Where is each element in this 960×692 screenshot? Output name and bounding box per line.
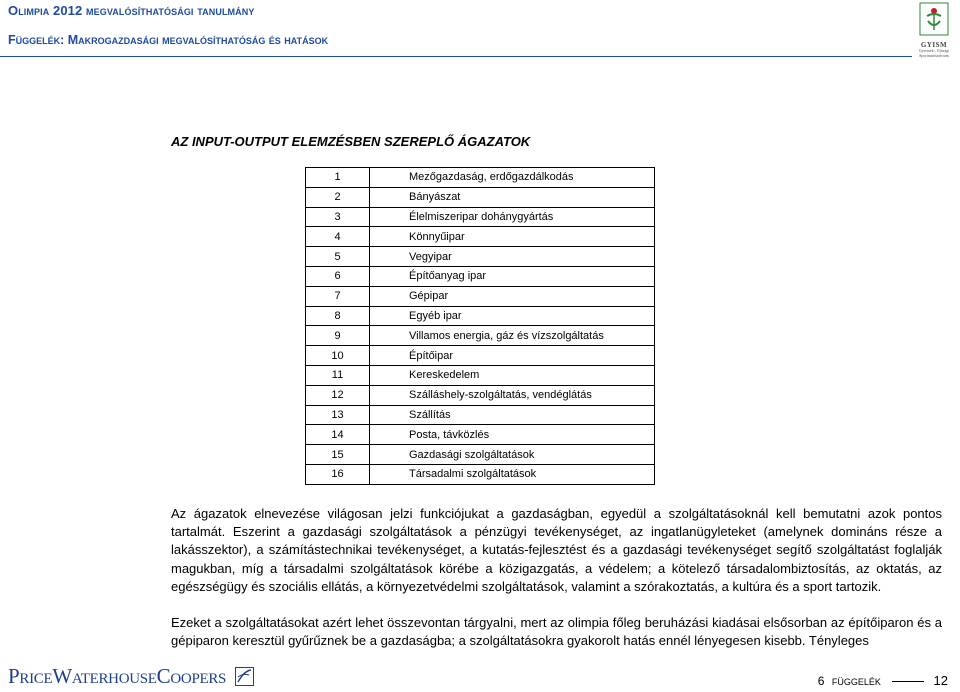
gyism-logo-subtext-2: Sportminisztérium [919,52,949,58]
gyism-logo-subtext-1: Gyermek-, Ifjúsági [918,48,950,53]
table-row [306,445,655,465]
table-row [306,187,655,207]
footer-section-num: 6 [817,674,825,688]
sector-name: Vegyipar [370,247,655,267]
gyism-logo-text: GYISM [920,41,948,49]
table-row [306,365,655,385]
header-subtitle: Függelék: Makrogazdasági megvalósíthatóság és hatások [8,33,329,47]
footer-section-label: FÜGGELÉK [831,677,881,687]
table-row [306,207,655,227]
sector-name: Gépipar [370,286,655,306]
sector-name: Villamos energia, gáz és vízszolgáltatás [370,326,655,346]
sector-table [305,167,655,485]
sector-name: Építőanyag ipar [370,266,655,286]
sector-name: Kereskedelem [370,365,655,385]
table-row [306,385,655,405]
sector-number: 8 [306,306,370,326]
sector-name: Egyéb ipar [370,306,655,326]
footer-page-info [818,673,948,688]
sector-name: Posta, távközlés [370,425,655,445]
sector-number: 4 [306,227,370,247]
section-title: AZ INPUT-OUTPUT ELEMZÉSBEN SZEREPLŐ ÁGAZATOK [171,134,531,149]
table-row [306,266,655,286]
sector-number: 10 [306,346,370,366]
table-row [306,464,655,484]
table-row [306,227,655,247]
sector-name: Szálláshely-szolgáltatás, vendéglátás [370,385,655,405]
sector-number: 1 [306,168,370,188]
sector-name: Szállítás [370,405,655,425]
pwc-badge-icon [235,667,254,686]
footer-dash [892,681,924,682]
sector-number: 14 [306,425,370,445]
paragraph-2: Ezeket a szolgáltatásokat azért lehet összevontan tárgyalni, mert az olimpia főleg beruházási kiadásai elsősorban az építőiparon és a gépiparon keresztül gyűrűznek be a gazdaságba; a szolgáltatásokra gyakorolt hatás ennél lényegesen kisebb. Tényleges [171,615,942,649]
table-row [306,286,655,306]
footer-logo [8,664,254,692]
sector-number: 13 [306,405,370,425]
sector-number: 5 [306,247,370,267]
sector-number: 6 [306,266,370,286]
table-row [306,306,655,326]
table-row [306,405,655,425]
sector-name: Építőipar [370,346,655,366]
sector-number: 15 [306,445,370,465]
gyism-emblem-icon [919,2,949,36]
sector-name: Mezőgazdaság, erdőgazdálkodás [370,168,655,188]
sector-number: 7 [306,286,370,306]
sector-name: Társadalmi szolgáltatások [370,464,655,484]
table-row [306,425,655,445]
paragraph-1: Az ágazatok elnevezése világosan jelzi funkciójukat a gazdaságban, egyedül a szolgáltatásoknál kell bemutatni azok pontos tartalmát. Eszerint a gazdasági szolgáltatások a pénzügyi tevékenységet, az ingatlanügyleteket (amelynek domináns része a lakásszektor), a számítástechnikai tevékenységet, a kutatás-fejlesztést és a gazdasági tevékenységet segítő szolgáltatást foglalják magukban, míg a társadalmi szolgáltatások körébe a közigazgatás, a védelem; a kötelező társadalombiztosítás, az oktatás, az egészségügy és szociális ellátás, a környezetvédelmi szolgáltatások, valamint a szórakoztatás, a kultúra és a sport tartozik. [171,506,942,594]
table-row [306,247,655,267]
header-rule [0,56,912,57]
sector-number: 11 [306,365,370,385]
sector-name: Könnyűipar [370,227,655,247]
sector-number: 16 [306,464,370,484]
pwc-wordmark: PriceWaterhouseCoopers [8,664,227,688]
table-row [306,346,655,366]
sector-number: 2 [306,187,370,207]
sector-name: Bányászat [370,187,655,207]
sector-number: 3 [306,207,370,227]
gyism-logo [914,2,954,58]
sector-number: 9 [306,326,370,346]
sector-name: Gazdasági szolgáltatások [370,445,655,465]
table-row [306,168,655,188]
footer-page-number: 12 [933,673,948,688]
sector-number: 12 [306,385,370,405]
header-title: Olimpia 2012 megvalósíthatósági tanulmány [8,3,255,18]
sector-name: Élelmiszeripar dohánygyártás [370,207,655,227]
table-row [306,326,655,346]
